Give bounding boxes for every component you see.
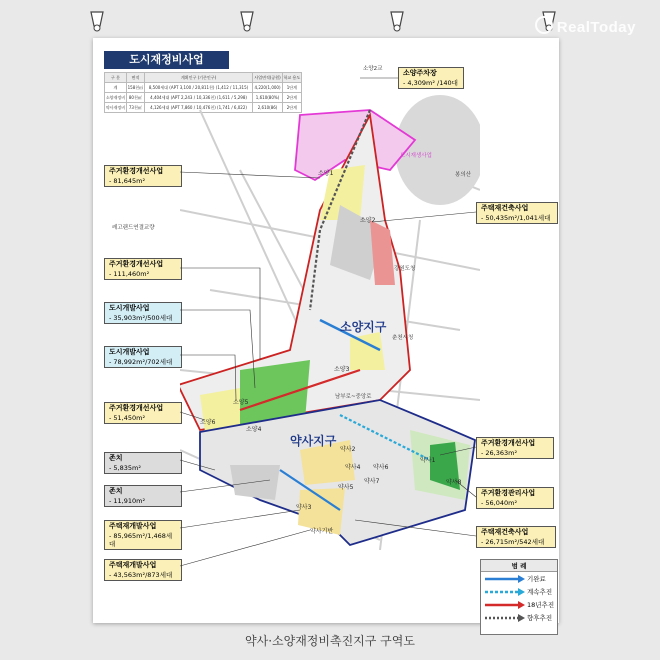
table-cell: 73천㎡ <box>126 103 144 113</box>
district-label: 소양지구 <box>340 320 387 334</box>
callout-title: 주거환경개선사업 <box>109 404 164 412</box>
legend-label: 18년추진 <box>527 601 555 609</box>
callout-value: - 51,450m² <box>109 413 146 422</box>
callout-title: 도시개발사업 <box>109 348 150 356</box>
callout-title: 존치 <box>109 487 123 495</box>
map-label: 레고랜드연결교량 <box>112 225 155 231</box>
zone-label: 약사6 <box>373 464 389 471</box>
map-caption: 약사·소양재정비촉진지구 구역도 <box>245 634 415 648</box>
callout-value: - 85,965m²/1,468세대 <box>109 531 173 548</box>
callout-value: - 56,040m² <box>481 498 518 507</box>
legend-arrow-icon <box>485 601 525 609</box>
map-legend <box>480 559 558 635</box>
callout-value: - 43,563m²/873세대 <box>109 570 173 579</box>
callout-value: - 5,835m² <box>109 463 141 472</box>
zone-label: 약사1 <box>420 457 436 464</box>
zone-label: 약사2 <box>340 446 356 453</box>
callout-value: - 78,992m²/702세대 <box>109 357 173 366</box>
zone-label: 약사3 <box>296 504 312 511</box>
table-cell: 4,404세대 (APT 2,243 / 10,336천) (1,611 / 5,298) <box>144 93 252 103</box>
table-cell: 8,500세대 (APT 3,100 / 20,811천) (1,412 / 11,315) <box>144 83 252 93</box>
callout-title: 주택재개발사업 <box>109 561 157 569</box>
table-cell: 4,220(1,000) <box>253 83 283 93</box>
table-cell: 1,610(80%) <box>253 93 283 103</box>
table-cell: 4,126세대 (APT 7,860 / 10,476천) (1,741 / 6,022) <box>144 103 252 113</box>
legend-label: 향후추진 <box>527 614 553 622</box>
callout-value: - 81,645m² <box>109 176 146 185</box>
table-cell: 사업면적(공원) <box>253 73 283 83</box>
callout-title: 주거환경개선사업 <box>481 439 536 447</box>
table-cell: 1단계 <box>282 83 301 93</box>
zone-label: 약사4 <box>345 464 361 471</box>
zone-label: 소양1 <box>318 170 334 177</box>
legend-item <box>481 572 557 585</box>
callout-title: 소양주차장 <box>403 69 437 77</box>
brand-logo: RealToday <box>535 16 636 36</box>
legend-title: 범 례 <box>481 560 557 572</box>
callout-value: - 4,309m² /140대 <box>403 78 458 87</box>
legend-label: 계속추진 <box>527 588 553 596</box>
district-label: 약사지구 <box>290 434 337 448</box>
callout-title: 주택재건축사업 <box>481 204 529 212</box>
callout-value: - 11,910m² <box>109 496 146 505</box>
table-cell: 158천㎡ <box>126 83 144 93</box>
legend-arrow-icon <box>485 614 525 622</box>
zone-label: 소양6 <box>200 419 216 426</box>
zone-label: 소양5 <box>233 399 249 406</box>
map-label: 강원도청 <box>394 266 416 272</box>
map-label: 도시재생사업 <box>400 153 432 159</box>
zone-label: 약사5 <box>338 484 354 491</box>
zone-label: 소양3 <box>334 366 350 373</box>
callout-title: 주거환경개선사업 <box>109 260 164 268</box>
callout-value: - 35,903m²/500세대 <box>109 313 173 322</box>
table-cell: 구 분 <box>105 73 127 83</box>
callout-title: 도시개발사업 <box>109 304 150 312</box>
legend-arrow-icon <box>485 575 525 583</box>
callout-title: 주택재개발사업 <box>109 522 157 530</box>
map-label: 남부로~중앙로 <box>335 394 372 400</box>
legend-item <box>481 611 557 624</box>
map-label: 봉의산 <box>455 172 471 178</box>
page-title: 도시재정비사업 <box>104 51 229 69</box>
table-cell: 약사재정비 <box>105 103 127 113</box>
callout-value: - 26,363m² <box>481 448 518 457</box>
zone-label: 약사7 <box>364 478 380 485</box>
zone-label: 약사기반 <box>310 528 334 535</box>
callout-title: 주택재건축사업 <box>481 528 529 536</box>
table-cell: 2단계 <box>282 103 301 113</box>
callout-title: 존치 <box>109 454 123 462</box>
zone-label: 소양4 <box>246 426 262 433</box>
legend-arrow-icon <box>485 588 525 596</box>
callout-value: - 26,715m²/542세대 <box>481 537 545 546</box>
table-cell: 80천㎡ <box>126 93 144 103</box>
table-cell: 2단계 <box>282 93 301 103</box>
callout-title: 주거환경관리사업 <box>481 489 536 497</box>
table-cell: 계 <box>105 83 127 93</box>
callout-value: - 111,460m² <box>109 269 150 278</box>
callout-value: - 50,435m²/1,041세대 <box>481 213 551 222</box>
zone-label: 소양2 <box>360 217 376 224</box>
legend-item <box>481 585 557 598</box>
legend-item <box>481 598 557 611</box>
legend-label: 기완료 <box>527 575 546 583</box>
map-label: 소양2교 <box>363 66 383 72</box>
table-cell: 면적 <box>126 73 144 83</box>
table-cell: 2,610(86) <box>253 103 283 113</box>
map-label: 춘천시청 <box>392 335 414 341</box>
table-cell: 학교 용도 <box>282 73 301 83</box>
callout-title: 주거환경개선사업 <box>109 167 164 175</box>
zone-label: 약사8 <box>446 479 462 486</box>
table-cell: 계획인구 (기존인구) <box>144 73 252 83</box>
table-cell: 소양재정비 <box>105 93 127 103</box>
